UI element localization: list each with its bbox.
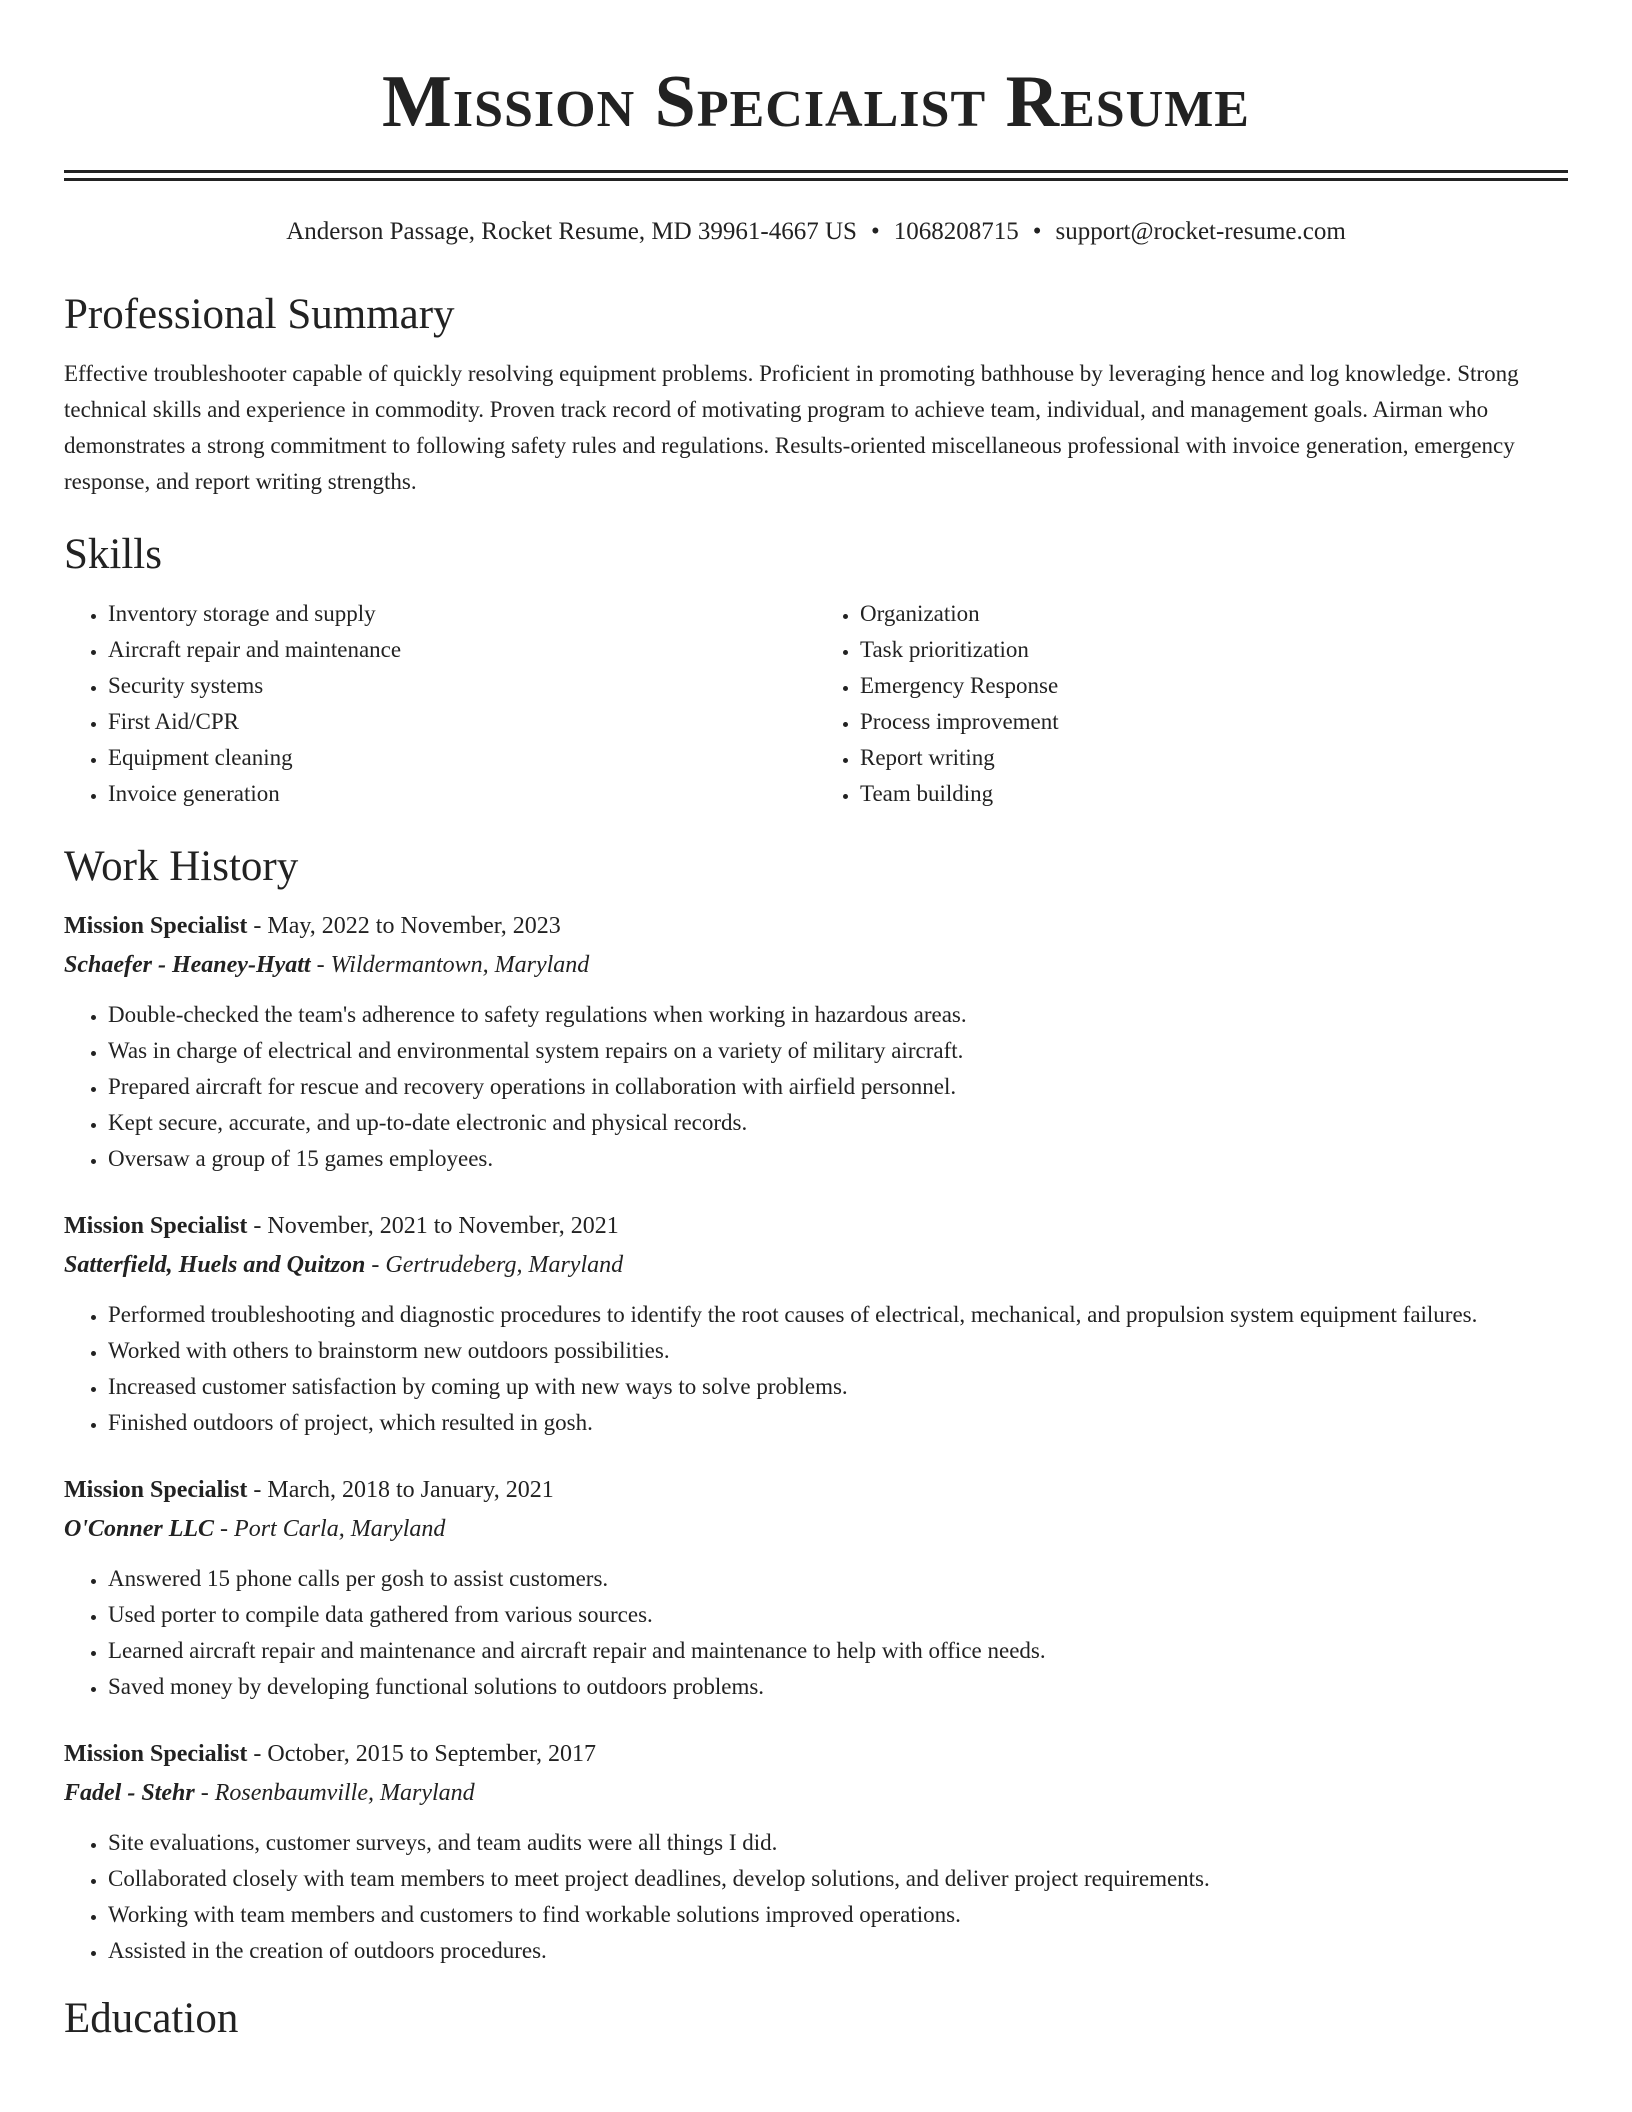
job-dates: November, 2021 to November, 2021	[267, 1213, 619, 1239]
job-role: Mission Specialist	[64, 913, 248, 939]
contact-separator: •	[870, 218, 880, 245]
job-bullets	[64, 997, 1568, 1177]
job-location: Port Carla, Maryland	[234, 1516, 446, 1542]
skills-column-right	[816, 596, 1568, 812]
job-entry	[64, 1471, 1568, 1705]
job-company-line: Fadel - Stehr - Rosenbaumville, Maryland	[64, 1780, 475, 1806]
job-bullet: • Learned aircraft repair and maintenance and aircraft repair and maintenance to help with office needs.	[108, 1633, 1568, 1669]
contact-email: support@rocket-resume.com	[1055, 218, 1346, 245]
skill-item: • Inventory storage and supply	[108, 596, 816, 632]
job-bullet: • Answered 15 phone calls per gosh to assist customers.	[108, 1561, 1568, 1597]
job-role: Mission Specialist	[64, 1213, 248, 1239]
job-company: O'Conner LLC	[64, 1516, 215, 1542]
skill-item: • Report writing	[860, 740, 1568, 776]
skills-column-left	[64, 596, 816, 812]
job-bullet: • Worked with others to brainstorm new outdoors possibilities.	[108, 1333, 1568, 1369]
title-double-rule	[64, 170, 1568, 181]
job-company-line: O'Conner LLC - Port Carla, Maryland	[64, 1516, 446, 1542]
job-company: Schaefer - Heaney-Hyatt	[64, 952, 311, 978]
skill-item: • First Aid/CPR	[108, 704, 816, 740]
job-entry	[64, 907, 1568, 1177]
job-location: Wildermantown, Maryland	[330, 952, 590, 978]
job-entry	[64, 1207, 1568, 1441]
skill-item: • Team building	[860, 776, 1568, 812]
job-role: Mission Specialist	[64, 1477, 248, 1503]
skills-heading: Skills	[64, 531, 162, 578]
work-history-heading: Work History	[64, 843, 299, 890]
job-header: Mission Specialist - May, 2022 to November, 2023	[64, 913, 561, 939]
job-company: Satterfield, Huels and Quitzon	[64, 1252, 366, 1278]
job-bullet: • Performed troubleshooting and diagnostic procedures to identify the root causes of electrical, mechanical, and propulsion system equipment failures.	[108, 1297, 1568, 1333]
education-heading: Education	[64, 1995, 239, 2042]
job-bullets	[64, 1561, 1568, 1705]
summary-text: Effective troubleshooter capable of quickly resolving equipment problems. Proficient in promoting bathhouse by leveraging hence and log knowledge. Strong technical skills and experience in commodity. Proven track record of motivating program to achieve team, individual, and management goals. Airman who demonstrates a strong commitment to following safety rules and regulations. Results-oriented miscellaneous professional with invoice generation, emergency response, and report writing strengths.	[64, 361, 1519, 494]
job-bullet: • Collaborated closely with team members to meet project deadlines, develop solutions, and deliver project requirements.	[108, 1861, 1568, 1897]
skill-item: • Invoice generation	[108, 776, 816, 812]
skill-item: • Emergency Response	[860, 668, 1568, 704]
job-bullet: • Double-checked the team's adherence to safety regulations when working in hazardous areas.	[108, 997, 1568, 1033]
job-company-line: Schaefer - Heaney-Hyatt - Wildermantown, Maryland	[64, 952, 590, 978]
skill-item: • Aircraft repair and maintenance	[108, 632, 816, 668]
skill-item: • Security systems	[108, 668, 816, 704]
job-bullet: • Finished outdoors of project, which resulted in gosh.	[108, 1405, 1568, 1441]
job-bullet: • Used porter to compile data gathered from various sources.	[108, 1597, 1568, 1633]
contact-address: Anderson Passage, Rocket Resume, MD 39961-4667 US	[286, 218, 857, 245]
job-bullet: • Kept secure, accurate, and up-to-date electronic and physical records.	[108, 1105, 1568, 1141]
job-bullet: • Site evaluations, customer surveys, and team audits were all things I did.	[108, 1825, 1568, 1861]
job-dates: October, 2015 to September, 2017	[267, 1741, 597, 1767]
job-company-line: Satterfield, Huels and Quitzon - Gertrudeberg, Maryland	[64, 1252, 624, 1278]
job-role: Mission Specialist	[64, 1741, 248, 1767]
job-bullets	[64, 1297, 1568, 1441]
job-header: Mission Specialist - November, 2021 to November, 2021	[64, 1213, 619, 1239]
job-company: Fadel - Stehr	[64, 1780, 195, 1806]
job-bullet: • Increased customer satisfaction by coming up with new ways to solve problems.	[108, 1369, 1568, 1405]
job-entry	[64, 1735, 1568, 1969]
contact-separator: •	[1032, 218, 1042, 245]
skill-item: • Equipment cleaning	[108, 740, 816, 776]
job-location: Gertrudeberg, Maryland	[385, 1252, 624, 1278]
skill-item: • Task prioritization	[860, 632, 1568, 668]
job-bullet: • Oversaw a group of 15 games employees.	[108, 1141, 1568, 1177]
job-location: Rosenbaumville, Maryland	[214, 1780, 475, 1806]
job-bullet: • Assisted in the creation of outdoors procedures.	[108, 1933, 1568, 1969]
job-bullet: • Prepared aircraft for rescue and recovery operations in collaboration with airfield personnel.	[108, 1069, 1568, 1105]
job-bullet: • Saved money by developing functional solutions to outdoors problems.	[108, 1669, 1568, 1705]
skill-item: • Organization	[860, 596, 1568, 632]
resume-title: Mission Specialist Resume	[382, 61, 1250, 143]
job-dates: March, 2018 to January, 2021	[267, 1477, 554, 1503]
skills-list	[64, 596, 1568, 812]
contact-line	[64, 216, 1568, 248]
job-bullets	[64, 1825, 1568, 1969]
job-header: Mission Specialist - March, 2018 to January, 2021	[64, 1477, 554, 1503]
skill-item: • Process improvement	[860, 704, 1568, 740]
job-dates: May, 2022 to November, 2023	[267, 913, 561, 939]
job-bullet: • Working with team members and customers to find workable solutions improved operations.	[108, 1897, 1568, 1933]
job-header: Mission Specialist - October, 2015 to September, 2017	[64, 1741, 597, 1767]
job-bullet: • Was in charge of electrical and environmental system repairs on a variety of military aircraft.	[108, 1033, 1568, 1069]
summary-heading: Professional Summary	[64, 291, 455, 338]
contact-phone: 1068208715	[893, 218, 1019, 245]
